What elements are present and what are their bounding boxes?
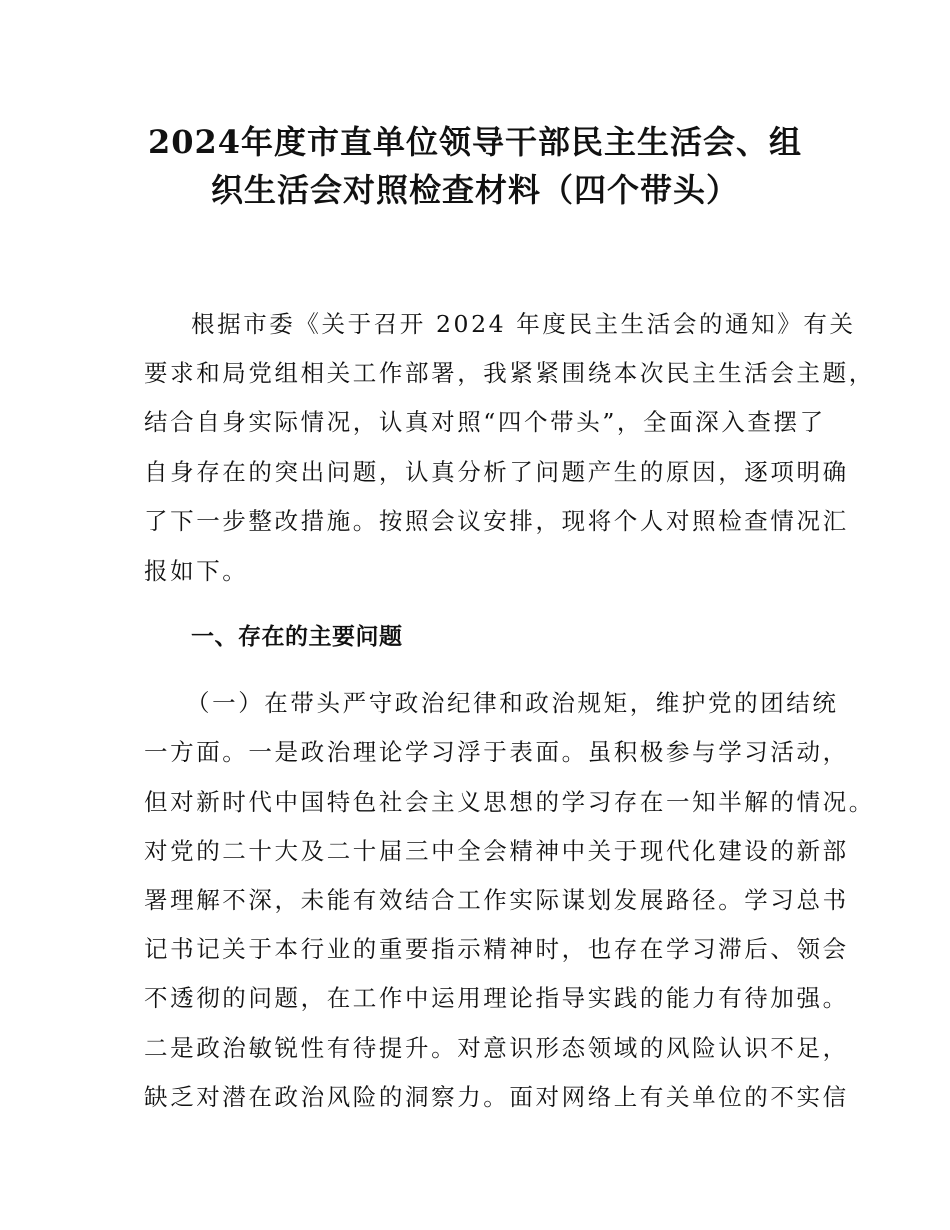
intro-paragraph-line: 要求和局党组相关工作部署，我紧紧围绕本次民主生活会主题， (144, 359, 875, 387)
document-title-line-1: 2024年度市直单位领导干部民主生活会、组 (147, 123, 803, 161)
section-paragraph-line: 不透彻的问题，在工作中运用理论指导实践的能力有待加强。 (144, 984, 849, 1012)
section-paragraph-line: （一）在带头严守政治纪律和政治规矩，维护党的团结统 (186, 689, 839, 717)
section-paragraph-line: 但对新时代中国特色社会主义思想的学习存在一知半解的情况。 (144, 788, 875, 816)
section-paragraph-line: 对党的二十大及二十届三中全会精神中关于现代化建设的新部 (144, 837, 849, 865)
section-paragraph-line: 署理解不深，未能有效结合工作实际谋划发展路径。学习总书 (144, 886, 849, 914)
intro-paragraph-line: 结合自身实际情况，认真对照“四个带头”，全面深入查摆了 (144, 408, 826, 436)
section-paragraph-line: 缺乏对潜在政治风险的洞察力。面对网络上有关单位的不实信 (144, 1083, 849, 1111)
intro-paragraph-line: 自身存在的突出问题，认真分析了问题产生的原因，逐项明确 (144, 458, 849, 486)
section-paragraph-line: 一方面。一是政治理论学习浮于表面。虽积极参与学习活动， (144, 738, 849, 766)
section-paragraph-line: 记书记关于本行业的重要指示精神时，也存在学习滞后、领会 (144, 935, 849, 963)
document-title-line-2: 织生活会对照检查材料（四个带头） (210, 171, 739, 209)
section-paragraph-line: 二是政治敏锐性有待提升。对意识形态领域的风险认识不足， (144, 1034, 849, 1062)
intro-paragraph-line: 了下一步整改措施。按照会议安排，现将个人对照检查情况汇 (144, 507, 849, 535)
intro-paragraph-line: 根据市委《关于召开 2024 年度民主生活会的通知》有关 (191, 310, 856, 338)
intro-paragraph-line: 报如下。 (144, 557, 249, 585)
section-heading: 一、存在的主要问题 (191, 624, 403, 650)
